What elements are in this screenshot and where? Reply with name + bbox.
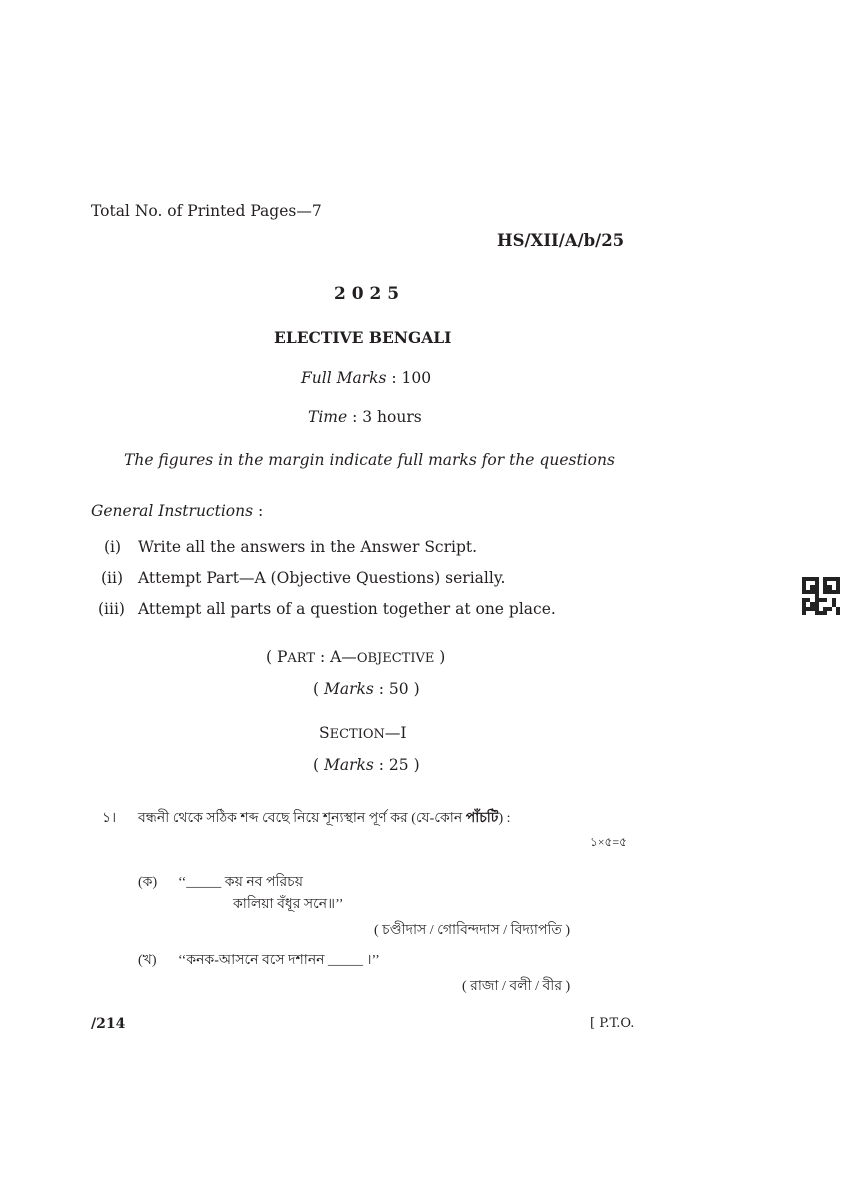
subpart-line: কালিয়া বঁধূর সনে॥’’	[233, 897, 344, 912]
instructions-heading-text: General Instructions	[91, 502, 254, 520]
section-marks-label: Marks	[323, 756, 374, 774]
section-num: —I	[384, 724, 407, 742]
section-ection: ECTION	[329, 727, 385, 742]
subpart-line: ‘‘কনক-আসনে বসে দশানন _____ ।’’	[178, 953, 380, 968]
part-marks-open: (	[313, 680, 324, 698]
part-marks	[313, 680, 420, 698]
question-text	[138, 806, 511, 830]
total-pages: Total No. of Printed Pages—7	[91, 202, 322, 220]
year: 2 0 2 5	[334, 284, 400, 304]
question-text-bold: পাঁচটি	[465, 811, 499, 826]
marks-note: The figures in the margin indicate full marks for the questions	[124, 451, 615, 469]
section-marks	[313, 756, 420, 774]
instruction-text: Attempt Part—A (Objective Questions) serially.	[138, 569, 506, 587]
time-value: : 3 hours	[347, 408, 422, 426]
full-marks	[301, 369, 431, 387]
question-marks: ১×৫=৫	[590, 835, 627, 849]
part-art: ART	[287, 651, 316, 666]
part-heading	[266, 648, 445, 666]
subpart-line: ‘‘_____ কয় নব পরিচয়	[178, 875, 303, 890]
instruction-num: (i)	[104, 538, 122, 556]
instruction-text: Attempt all parts of a question together at one place.	[138, 600, 556, 618]
subpart-options: ( চণ্ডীদাস / গোবিন্দদাস / বিদ্যাপতি )	[374, 923, 571, 938]
question-text-end: ) :	[498, 811, 511, 826]
section-s: S	[319, 724, 330, 742]
paper-code: HS/XII/A/b/25	[497, 231, 625, 250]
time-label: Time	[308, 408, 348, 426]
instruction-num: (ii)	[101, 569, 124, 587]
full-marks-value: : 100	[386, 369, 432, 387]
subject-title: ELECTIVE BENGALI	[274, 328, 452, 347]
part-objective: OBJECTIVE	[356, 651, 435, 666]
instruction-text: Write all the answers in the Answer Script.	[138, 538, 478, 556]
instructions-heading	[91, 502, 263, 520]
part-marks-label: Marks	[323, 680, 374, 698]
pto: [ P.T.O.	[590, 1016, 635, 1031]
subpart-label: (খ)	[138, 953, 157, 968]
full-marks-label: Full Marks	[301, 369, 387, 387]
section-marks-value: : 25 )	[373, 756, 420, 774]
part-close: )	[434, 648, 446, 666]
qr-code-icon	[802, 577, 840, 615]
instruction-num: (iii)	[98, 600, 125, 618]
subpart-options: ( রাজা / বলী / বীর )	[462, 979, 571, 994]
instructions-heading-colon: :	[253, 502, 264, 520]
footer-code: /214	[91, 1016, 126, 1032]
question-text-main: বন্ধনী থেকে সঠিক শব্দ বেছে নিয়ে শূন্যস্থান পূর্ণ কর (যে-কোন	[138, 811, 466, 826]
part-open: ( P	[266, 648, 288, 666]
part-mid: : A—	[315, 648, 357, 666]
section-heading	[319, 724, 407, 742]
time	[308, 408, 422, 426]
part-marks-value: : 50 )	[373, 680, 420, 698]
question-number: ১।	[102, 811, 117, 826]
subpart-label: (ক)	[138, 875, 158, 890]
section-marks-open: (	[313, 756, 324, 774]
